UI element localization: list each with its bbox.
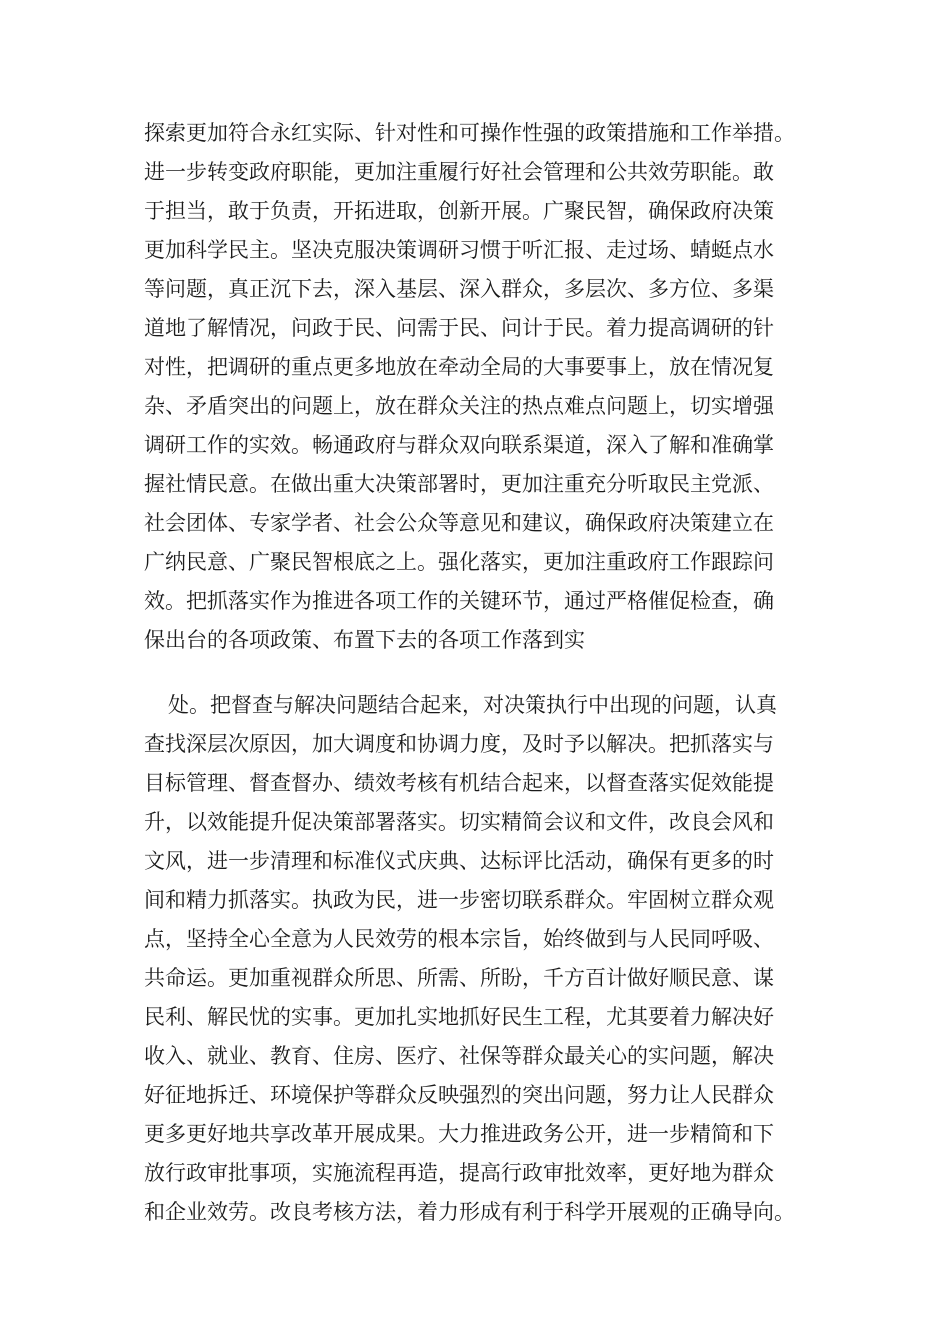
text-line: 杂、矛盾突出的问题上，放在群众关注的热点难点问题上，切实增强 (144, 394, 774, 418)
text-line: 更多更好地共享改革开展成果。大力推进政务公开，进一步精简和下 (144, 1122, 774, 1146)
text-line: 间和精力抓落实。执政为民，进一步密切联系群众。牢固树立群众观 (144, 888, 774, 912)
text-line: 探索更加符合永红实际、针对性和可操作性强的政策措施和工作举措。 (144, 121, 795, 145)
text-line: 效。把抓落实作为推进各项工作的关键环节，通过严格催促检查，确 (144, 589, 774, 613)
text-line: 调研工作的实效。畅通政府与群众双向联系渠道，深入了解和准确掌 (144, 433, 774, 457)
text-line: 收入、就业、教育、住房、医疗、社保等群众最关心的实问题，解决 (144, 1044, 774, 1068)
text-line: 好征地拆迁、环境保护等群众反映强烈的突出问题，努力让人民群众 (144, 1083, 774, 1107)
text-line: 查找深层次原因，加大调度和协调力度，及时予以解决。把抓落实与 (144, 732, 774, 756)
text-line: 放行政审批事项，实施流程再造，提高行政审批效率，更好地为群众 (144, 1161, 774, 1185)
text-line: 民利、解民忧的实事。更加扎实地抓好民生工程，尤其要着力解决好 (144, 1005, 774, 1029)
text-line: 广纳民意、广聚民智根底之上。强化落实，更加注重政府工作跟踪问 (144, 550, 774, 574)
text-line: 共命运。更加重视群众所思、所需、所盼，千方百计做好顺民意、谋 (144, 966, 774, 990)
text-line: 点，坚持全心全意为人民效劳的根本宗旨，始终做到与人民同呼吸、 (144, 927, 774, 951)
text-line: 处。把督查与解决问题结合起来，对决策执行中出现的问题，认真 (168, 693, 777, 717)
text-line: 对性，把调研的重点更多地放在牵动全局的大事要事上，放在情况复 (144, 355, 774, 379)
text-line: 保出台的各项政策、布置下去的各项工作落到实 (144, 628, 585, 652)
text-line: 和企业效劳。改良考核方法，着力形成有利于科学开展观的正确导向。 (144, 1200, 795, 1224)
text-line: 道地了解情况，问政于民、问需于民、问计于民。着力提高调研的针 (144, 316, 774, 340)
text-line: 社会团体、专家学者、社会公众等意见和建议，确保政府决策建立在 (144, 511, 774, 535)
text-line: 升，以效能提升促决策部署落实。切实精简会议和文件，改良会风和 (144, 810, 774, 834)
text-line: 进一步转变政府职能，更加注重履行好社会管理和公共效劳职能。敢 (144, 160, 774, 184)
text-line: 握社情民意。在做出重大决策部署时，更加注重充分听取民主党派、 (144, 472, 774, 496)
text-line: 文风，进一步清理和标准仪式庆典、达标评比活动，确保有更多的时 (144, 849, 774, 873)
text-line: 等问题，真正沉下去，深入基层、深入群众，多层次、多方位、多渠 (144, 277, 774, 301)
text-line: 目标管理、督查督办、绩效考核有机结合起来，以督查落实促效能提 (144, 771, 774, 795)
text-line: 于担当，敢于负责，开拓进取，创新开展。广聚民智，确保政府决策 (144, 199, 774, 223)
text-line: 更加科学民主。坚决克服决策调研习惯于听汇报、走过场、蜻蜓点水 (144, 238, 774, 262)
